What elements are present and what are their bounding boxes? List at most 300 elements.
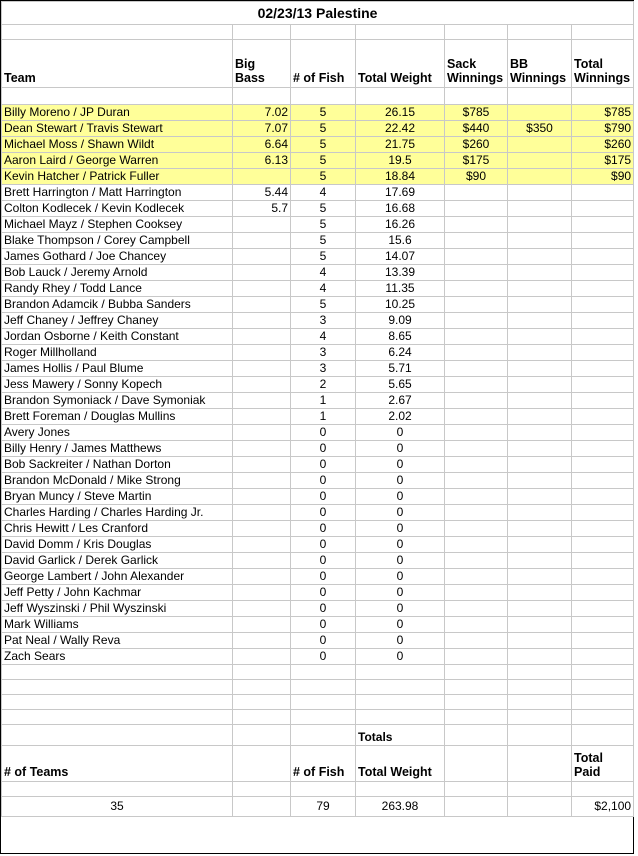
sack-winnings-cell[interactable]: $90 — [445, 169, 508, 185]
totals-label[interactable]: Totals — [356, 725, 445, 746]
table-row — [2, 409, 634, 425]
total-weight-cell[interactable]: 5.71 — [356, 361, 445, 377]
team-cell[interactable]: Michael Mayz / Stephen Cooksey — [2, 217, 233, 233]
team-cell[interactable]: Bob Sackreiter / Nathan Dorton — [2, 457, 233, 473]
table-row — [2, 137, 634, 153]
sack-winnings-cell[interactable] — [445, 489, 508, 505]
table-row — [2, 585, 634, 601]
fish-count-cell[interactable]: 0 — [291, 537, 356, 553]
bb-winnings-cell[interactable] — [508, 313, 572, 329]
fish-count-cell[interactable]: 0 — [291, 601, 356, 617]
team-cell[interactable]: Brandon Symoniack / Dave Symoniak — [2, 393, 233, 409]
total-weight-cell[interactable]: 0 — [356, 537, 445, 553]
team-cell[interactable]: Billy Henry / James Matthews — [2, 441, 233, 457]
team-cell[interactable]: Blake Thompson / Corey Campbell — [2, 233, 233, 249]
table-row — [2, 457, 634, 473]
title-row — [2, 2, 634, 25]
fish-count-cell[interactable]: 0 — [291, 585, 356, 601]
total-winnings-cell[interactable] — [572, 489, 634, 505]
bb-winnings-cell[interactable] — [508, 185, 572, 201]
fish-count-cell[interactable]: 3 — [291, 361, 356, 377]
header-num-fish[interactable]: # of Fish — [291, 40, 356, 88]
header-row — [2, 40, 634, 88]
team-cell[interactable]: Jess Mawery / Sonny Kopech — [2, 377, 233, 393]
big-bass-cell[interactable] — [233, 233, 291, 249]
big-bass-cell[interactable] — [233, 377, 291, 393]
total-weight-cell[interactable]: 11.35 — [356, 281, 445, 297]
bb-winnings-cell[interactable] — [508, 633, 572, 649]
sack-winnings-cell[interactable]: $260 — [445, 137, 508, 153]
total-winnings-cell[interactable] — [572, 601, 634, 617]
big-bass-cell[interactable] — [233, 553, 291, 569]
big-bass-cell[interactable] — [233, 281, 291, 297]
team-cell[interactable]: Randy Rhey / Todd Lance — [2, 281, 233, 297]
sack-winnings-cell[interactable] — [445, 441, 508, 457]
total-weight-cell[interactable]: 10.25 — [356, 297, 445, 313]
total-weight-cell[interactable]: 0 — [356, 457, 445, 473]
total-weight-cell[interactable]: 0 — [356, 585, 445, 601]
big-bass-cell[interactable] — [233, 249, 291, 265]
spacer-row — [2, 695, 634, 710]
total-winnings-cell[interactable] — [572, 265, 634, 281]
bb-winnings-cell[interactable] — [508, 201, 572, 217]
big-bass-cell[interactable] — [233, 489, 291, 505]
total-winnings-cell[interactable] — [572, 409, 634, 425]
total-weight-cell[interactable]: 0 — [356, 505, 445, 521]
spacer-row — [2, 25, 634, 40]
team-cell[interactable]: Bryan Muncy / Steve Martin — [2, 489, 233, 505]
team-cell[interactable]: Charles Harding / Charles Harding Jr. — [2, 505, 233, 521]
bb-winnings-cell[interactable] — [508, 361, 572, 377]
bb-winnings-cell[interactable] — [508, 329, 572, 345]
sack-winnings-cell[interactable] — [445, 313, 508, 329]
spacer-row — [2, 665, 634, 680]
sack-winnings-cell[interactable] — [445, 473, 508, 489]
big-bass-cell[interactable] — [233, 457, 291, 473]
header-team[interactable]: Team — [2, 40, 233, 88]
big-bass-cell[interactable] — [233, 569, 291, 585]
table-row — [2, 105, 634, 121]
total-weight-cell[interactable]: 26.15 — [356, 105, 445, 121]
total-winnings-cell[interactable] — [572, 281, 634, 297]
total-winnings-cell[interactable] — [572, 377, 634, 393]
bb-winnings-cell[interactable] — [508, 409, 572, 425]
team-cell[interactable]: Aaron Laird / George Warren — [2, 153, 233, 169]
total-winnings-cell[interactable]: $790 — [572, 121, 634, 137]
fish-count-cell[interactable]: 5 — [291, 105, 356, 121]
total-weight-cell[interactable]: 22.42 — [356, 121, 445, 137]
sack-winnings-cell[interactable] — [445, 633, 508, 649]
total-weight-cell[interactable]: 18.84 — [356, 169, 445, 185]
team-cell[interactable]: Brandon McDonald / Mike Strong — [2, 473, 233, 489]
fish-count-cell[interactable]: 0 — [291, 633, 356, 649]
big-bass-cell[interactable] — [233, 505, 291, 521]
sack-winnings-cell[interactable] — [445, 393, 508, 409]
sheet-title: 02/23/13 Palestine — [2, 2, 634, 25]
total-weight-cell[interactable]: 0 — [356, 569, 445, 585]
big-bass-cell[interactable] — [233, 633, 291, 649]
totals-header-num-fish[interactable]: # of Fish — [291, 746, 356, 782]
table-row — [2, 393, 634, 409]
team-cell[interactable]: George Lambert / John Alexander — [2, 569, 233, 585]
bb-winnings-cell[interactable] — [508, 441, 572, 457]
spacer-row — [2, 88, 634, 105]
sack-winnings-cell[interactable] — [445, 281, 508, 297]
total-winnings-cell[interactable] — [572, 297, 634, 313]
fish-count-cell[interactable]: 5 — [291, 169, 356, 185]
fish-count-cell[interactable]: 5 — [291, 217, 356, 233]
team-cell[interactable]: Zach Sears — [2, 649, 233, 665]
sack-winnings-cell[interactable] — [445, 457, 508, 473]
bb-winnings-cell[interactable] — [508, 377, 572, 393]
total-winnings-cell[interactable] — [572, 649, 634, 665]
table-row — [2, 553, 634, 569]
total-weight-cell[interactable]: 0 — [356, 649, 445, 665]
total-weight-cell[interactable]: 2.67 — [356, 393, 445, 409]
bb-winnings-cell[interactable] — [508, 537, 572, 553]
sack-winnings-cell[interactable] — [445, 185, 508, 201]
big-bass-cell[interactable] — [233, 297, 291, 313]
sack-winnings-cell[interactable] — [445, 585, 508, 601]
big-bass-cell[interactable] — [233, 441, 291, 457]
fish-count-cell[interactable]: 0 — [291, 569, 356, 585]
big-bass-cell[interactable] — [233, 521, 291, 537]
total-winnings-cell[interactable] — [572, 313, 634, 329]
bb-winnings-cell[interactable] — [508, 249, 572, 265]
big-bass-cell[interactable] — [233, 601, 291, 617]
total-winnings-cell[interactable]: $260 — [572, 137, 634, 153]
total-winnings-cell[interactable] — [572, 633, 634, 649]
sack-winnings-cell[interactable] — [445, 217, 508, 233]
big-bass-cell[interactable]: 6.13 — [233, 153, 291, 169]
total-weight-cell[interactable]: 16.68 — [356, 201, 445, 217]
team-cell[interactable]: Jeff Petty / John Kachmar — [2, 585, 233, 601]
total-weight-cell[interactable]: 16.26 — [356, 217, 445, 233]
total-paid-value[interactable]: $2,100 — [572, 797, 634, 817]
big-bass-cell[interactable] — [233, 265, 291, 281]
team-cell[interactable]: Michael Moss / Shawn Wildt — [2, 137, 233, 153]
total-weight-cell[interactable]: 14.07 — [356, 249, 445, 265]
total-weight-cell[interactable]: 0 — [356, 553, 445, 569]
fish-count-cell[interactable]: 5 — [291, 201, 356, 217]
totals-header-total-paid[interactable]: Total Paid — [572, 746, 634, 782]
table-row — [2, 169, 634, 185]
team-cell[interactable]: Avery Jones — [2, 425, 233, 441]
team-cell[interactable]: Jordan Osborne / Keith Constant — [2, 329, 233, 345]
sack-winnings-cell[interactable]: $785 — [445, 105, 508, 121]
sack-winnings-cell[interactable] — [445, 521, 508, 537]
total-weight-cell[interactable]: 17.69 — [356, 185, 445, 201]
fish-count-cell[interactable]: 1 — [291, 393, 356, 409]
team-cell[interactable]: Jeff Wyszinski / Phil Wyszinski — [2, 601, 233, 617]
total-winnings-cell[interactable] — [572, 249, 634, 265]
fish-count-cell[interactable]: 1 — [291, 409, 356, 425]
total-winnings-cell[interactable] — [572, 553, 634, 569]
team-cell[interactable]: Brett Foreman / Douglas Mullins — [2, 409, 233, 425]
sack-winnings-cell[interactable] — [445, 377, 508, 393]
header-total-weight[interactable]: Total Weight — [356, 40, 445, 88]
total-weight-cell[interactable]: 13.39 — [356, 265, 445, 281]
fish-count-cell[interactable]: 5 — [291, 137, 356, 153]
team-cell[interactable]: Colton Kodlecek / Kevin Kodlecek — [2, 201, 233, 217]
bb-winnings-cell[interactable] — [508, 137, 572, 153]
big-bass-cell[interactable] — [233, 329, 291, 345]
sack-winnings-cell[interactable] — [445, 329, 508, 345]
spacer-row — [2, 710, 634, 725]
sack-winnings-cell[interactable]: $440 — [445, 121, 508, 137]
total-teams-value[interactable]: 35 — [2, 797, 233, 817]
total-winnings-cell[interactable] — [572, 537, 634, 553]
sack-winnings-cell[interactable] — [445, 601, 508, 617]
sack-winnings-cell[interactable] — [445, 537, 508, 553]
table-row — [2, 601, 634, 617]
sack-winnings-cell[interactable]: $175 — [445, 153, 508, 169]
total-weight-cell[interactable]: 0 — [356, 601, 445, 617]
team-cell[interactable]: Billy Moreno / JP Duran — [2, 105, 233, 121]
bb-winnings-cell[interactable] — [508, 601, 572, 617]
total-weight-cell[interactable]: 8.65 — [356, 329, 445, 345]
total-weight-cell[interactable]: 15.6 — [356, 233, 445, 249]
team-cell[interactable]: James Hollis / Paul Blume — [2, 361, 233, 377]
total-winnings-cell[interactable]: $90 — [572, 169, 634, 185]
bb-winnings-cell[interactable]: $350 — [508, 121, 572, 137]
big-bass-cell[interactable] — [233, 473, 291, 489]
fish-count-cell[interactable]: 4 — [291, 265, 356, 281]
table-row — [2, 329, 634, 345]
total-winnings-cell[interactable] — [572, 457, 634, 473]
total-winnings-cell[interactable] — [572, 201, 634, 217]
fish-count-cell[interactable]: 5 — [291, 297, 356, 313]
table-row — [2, 121, 634, 137]
sack-winnings-cell[interactable] — [445, 249, 508, 265]
bb-winnings-cell[interactable] — [508, 265, 572, 281]
table-row — [2, 361, 634, 377]
fish-count-cell[interactable]: 0 — [291, 473, 356, 489]
table-row — [2, 153, 634, 169]
total-weight-cell[interactable]: 19.5 — [356, 153, 445, 169]
fish-count-cell[interactable]: 0 — [291, 617, 356, 633]
totals-value-row — [2, 797, 634, 817]
big-bass-cell[interactable] — [233, 393, 291, 409]
fish-count-cell[interactable]: 0 — [291, 457, 356, 473]
team-cell[interactable]: Brett Harrington / Matt Harrington — [2, 185, 233, 201]
total-winnings-cell[interactable]: $175 — [572, 153, 634, 169]
bb-winnings-cell[interactable] — [508, 473, 572, 489]
total-weight-cell[interactable]: 5.65 — [356, 377, 445, 393]
header-big-bass[interactable]: Big Bass — [233, 40, 291, 88]
spacer-row — [2, 680, 634, 695]
fish-count-cell[interactable]: 5 — [291, 153, 356, 169]
bb-winnings-cell[interactable] — [508, 345, 572, 361]
sack-winnings-cell[interactable] — [445, 345, 508, 361]
fish-count-cell[interactable]: 0 — [291, 649, 356, 665]
sack-winnings-cell[interactable] — [445, 201, 508, 217]
totals-label-row — [2, 725, 634, 746]
sack-winnings-cell[interactable] — [445, 649, 508, 665]
total-winnings-cell[interactable] — [572, 361, 634, 377]
total-weight-cell[interactable]: 9.09 — [356, 313, 445, 329]
table-row — [2, 281, 634, 297]
big-bass-cell[interactable] — [233, 585, 291, 601]
table-row — [2, 377, 634, 393]
fish-count-cell[interactable]: 2 — [291, 377, 356, 393]
bb-winnings-cell[interactable] — [508, 585, 572, 601]
team-cell[interactable]: Brandon Adamcik / Bubba Sanders — [2, 297, 233, 313]
sack-winnings-cell[interactable] — [445, 233, 508, 249]
table-row — [2, 617, 634, 633]
totals-header-total-weight[interactable]: Total Weight — [356, 746, 445, 782]
totals-header-row — [2, 746, 634, 782]
total-winnings-cell[interactable] — [572, 345, 634, 361]
fish-count-cell[interactable]: 4 — [291, 185, 356, 201]
table-row — [2, 569, 634, 585]
fish-count-cell[interactable]: 4 — [291, 281, 356, 297]
team-cell[interactable]: Kevin Hatcher / Patrick Fuller — [2, 169, 233, 185]
bb-winnings-cell[interactable] — [508, 153, 572, 169]
team-cell[interactable]: Mark Williams — [2, 617, 233, 633]
bb-winnings-cell[interactable] — [508, 425, 572, 441]
fish-count-cell[interactable]: 5 — [291, 233, 356, 249]
big-bass-cell[interactable]: 5.7 — [233, 201, 291, 217]
big-bass-cell[interactable] — [233, 361, 291, 377]
sack-winnings-cell[interactable] — [445, 553, 508, 569]
fish-count-cell[interactable]: 4 — [291, 329, 356, 345]
big-bass-cell[interactable]: 5.44 — [233, 185, 291, 201]
bb-winnings-cell[interactable] — [508, 569, 572, 585]
sack-winnings-cell[interactable] — [445, 361, 508, 377]
total-winnings-cell[interactable] — [572, 393, 634, 409]
total-winnings-cell[interactable] — [572, 473, 634, 489]
totals-header-num-teams[interactable]: # of Teams — [2, 746, 233, 782]
team-cell[interactable]: Jeff Chaney / Jeffrey Chaney — [2, 313, 233, 329]
big-bass-cell[interactable] — [233, 649, 291, 665]
big-bass-cell[interactable] — [233, 409, 291, 425]
team-cell[interactable]: David Domm / Kris Douglas — [2, 537, 233, 553]
total-winnings-cell[interactable] — [572, 425, 634, 441]
bb-winnings-cell[interactable] — [508, 233, 572, 249]
table-row — [2, 265, 634, 281]
total-winnings-cell[interactable] — [572, 569, 634, 585]
fish-count-cell[interactable]: 0 — [291, 505, 356, 521]
total-weight-cell[interactable]: 0 — [356, 633, 445, 649]
total-winnings-cell[interactable] — [572, 185, 634, 201]
total-winnings-cell[interactable]: $785 — [572, 105, 634, 121]
total-weight-cell[interactable]: 0 — [356, 473, 445, 489]
results-table — [1, 1, 634, 817]
total-weight-cell[interactable]: 0 — [356, 441, 445, 457]
bb-winnings-cell[interactable] — [508, 489, 572, 505]
big-bass-cell[interactable] — [233, 425, 291, 441]
sack-winnings-cell[interactable] — [445, 569, 508, 585]
team-cell[interactable]: Dean Stewart / Travis Stewart — [2, 121, 233, 137]
total-weight-cell[interactable]: 0 — [356, 489, 445, 505]
header-bb-winnings[interactable]: BB Winnings — [508, 40, 572, 88]
fish-count-cell[interactable]: 0 — [291, 425, 356, 441]
table-row — [2, 425, 634, 441]
big-bass-cell[interactable]: 7.02 — [233, 105, 291, 121]
total-winnings-cell[interactable] — [572, 329, 634, 345]
total-weight-cell[interactable]: 0 — [356, 521, 445, 537]
sack-winnings-cell[interactable] — [445, 409, 508, 425]
total-winnings-cell[interactable] — [572, 521, 634, 537]
table-row — [2, 537, 634, 553]
team-cell[interactable]: Bob Lauck / Jeremy Arnold — [2, 265, 233, 281]
big-bass-cell[interactable] — [233, 217, 291, 233]
team-cell[interactable]: Roger Millholland — [2, 345, 233, 361]
big-bass-cell[interactable] — [233, 169, 291, 185]
bb-winnings-cell[interactable] — [508, 553, 572, 569]
bb-winnings-cell[interactable] — [508, 617, 572, 633]
big-bass-cell[interactable] — [233, 537, 291, 553]
big-bass-cell[interactable]: 7.07 — [233, 121, 291, 137]
total-winnings-cell[interactable] — [572, 233, 634, 249]
bb-winnings-cell[interactable] — [508, 457, 572, 473]
big-bass-cell[interactable]: 6.64 — [233, 137, 291, 153]
sack-winnings-cell[interactable] — [445, 297, 508, 313]
sack-winnings-cell[interactable] — [445, 505, 508, 521]
big-bass-cell[interactable] — [233, 617, 291, 633]
total-weight-cell[interactable]: 6.24 — [356, 345, 445, 361]
total-weight-cell[interactable]: 21.75 — [356, 137, 445, 153]
fish-count-cell[interactable]: 3 — [291, 345, 356, 361]
team-cell[interactable]: Chris Hewitt / Les Cranford — [2, 521, 233, 537]
fish-count-cell[interactable]: 0 — [291, 441, 356, 457]
sack-winnings-cell[interactable] — [445, 425, 508, 441]
table-row — [2, 201, 634, 217]
sack-winnings-cell[interactable] — [445, 265, 508, 281]
team-cell[interactable]: David Garlick / Derek Garlick — [2, 553, 233, 569]
big-bass-cell[interactable] — [233, 313, 291, 329]
bb-winnings-cell[interactable] — [508, 393, 572, 409]
total-winnings-cell[interactable] — [572, 585, 634, 601]
total-winnings-cell[interactable] — [572, 505, 634, 521]
bb-winnings-cell[interactable] — [508, 217, 572, 233]
bb-winnings-cell[interactable] — [508, 649, 572, 665]
bb-winnings-cell[interactable] — [508, 105, 572, 121]
total-winnings-cell[interactable] — [572, 217, 634, 233]
bb-winnings-cell[interactable] — [508, 297, 572, 313]
bb-winnings-cell[interactable] — [508, 169, 572, 185]
total-fish-value[interactable]: 79 — [291, 797, 356, 817]
team-cell[interactable]: James Gothard / Joe Chancey — [2, 249, 233, 265]
bb-winnings-cell[interactable] — [508, 281, 572, 297]
table-row — [2, 441, 634, 457]
header-total-winnings[interactable]: Total Winnings — [572, 40, 634, 88]
total-weight-value[interactable]: 263.98 — [356, 797, 445, 817]
total-winnings-cell[interactable] — [572, 617, 634, 633]
big-bass-cell[interactable] — [233, 345, 291, 361]
table-row — [2, 473, 634, 489]
fish-count-cell[interactable]: 3 — [291, 313, 356, 329]
fish-count-cell[interactable]: 5 — [291, 249, 356, 265]
team-cell[interactable]: Pat Neal / Wally Reva — [2, 633, 233, 649]
fish-count-cell[interactable]: 0 — [291, 489, 356, 505]
fish-count-cell[interactable]: 0 — [291, 553, 356, 569]
table-row — [2, 505, 634, 521]
sack-winnings-cell[interactable] — [445, 617, 508, 633]
fish-count-cell[interactable]: 0 — [291, 521, 356, 537]
bb-winnings-cell[interactable] — [508, 521, 572, 537]
header-sack-winnings[interactable]: Sack Winnings — [445, 40, 508, 88]
table-row — [2, 521, 634, 537]
total-weight-cell[interactable]: 0 — [356, 425, 445, 441]
table-row — [2, 313, 634, 329]
fish-count-cell[interactable]: 5 — [291, 121, 356, 137]
total-weight-cell[interactable]: 0 — [356, 617, 445, 633]
total-weight-cell[interactable]: 2.02 — [356, 409, 445, 425]
total-winnings-cell[interactable] — [572, 441, 634, 457]
bb-winnings-cell[interactable] — [508, 505, 572, 521]
